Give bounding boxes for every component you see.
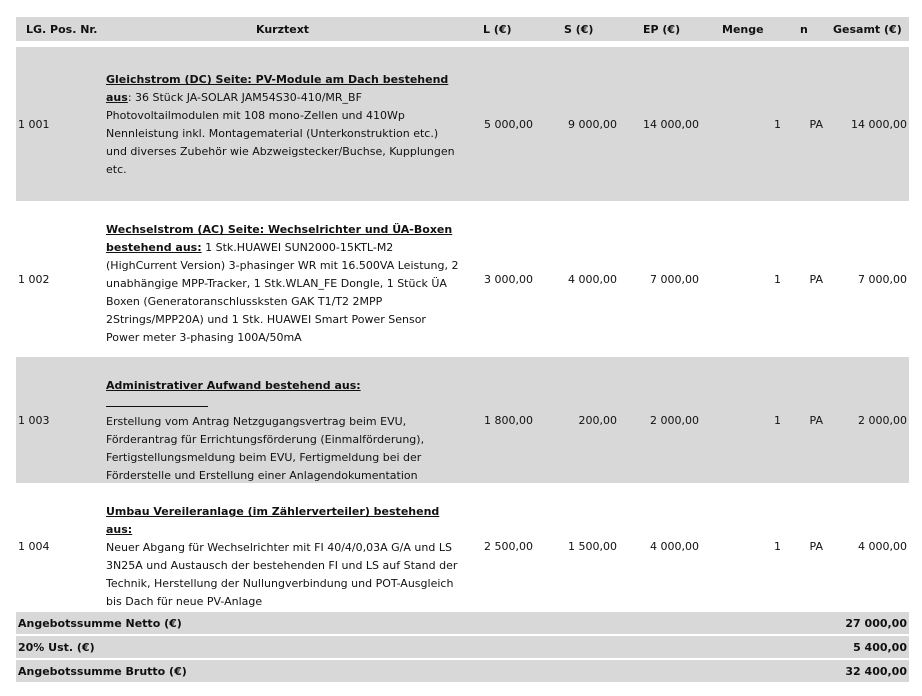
row-title: Umbau Vereileranlage (im Zählerverteiler) bestehend aus: xyxy=(106,505,440,536)
row-s: 1 500,00 xyxy=(568,540,617,553)
netto-value: 27 000,00 xyxy=(845,617,907,630)
col-ep-header: EP (€) xyxy=(643,23,681,36)
row-description xyxy=(106,503,461,611)
row-gesamt: 4 000,00 xyxy=(858,540,907,553)
col-text-header: Kurztext xyxy=(256,23,310,36)
table-row xyxy=(16,483,909,611)
row-body: : 36 Stück JA-SOLAR JAM54S30-410/MR_BF Photovoltailmodulen mit 108 mono-Zellen und 410Wp Nennleistung inkl. Montagematerial (Unterkonstruktion etc.) und diverses Zubehör wie Abzweigstecker/Buchse, Kupplungen etc. xyxy=(106,91,455,176)
netto-total-row xyxy=(16,612,909,634)
table-header xyxy=(16,17,909,41)
row-body: 1 Stk.HUAWEI SUN2000-15KTL-M2 (HighCurrent Version) 3-phasinger WR mit 16.500VA Leistung, 2 unabhängige MPP-Tracker, 1 Stk.WLAN_FE Dongle, 1 Stück ÜA Boxen (Generatoranschlussksten GAK T1/T2 2MPP 2Strings/MPP20A) und 1 Stk. HUAWEI Smart Power Sensor Power meter 3-phasing 100A/50mA xyxy=(106,241,459,344)
ust-value: 5 400,00 xyxy=(853,641,907,654)
row-n: PA xyxy=(809,118,823,131)
col-menge-header: Menge xyxy=(722,23,764,36)
row-menge: 1 xyxy=(774,414,781,427)
ust-row xyxy=(16,636,909,658)
row-menge: 1 xyxy=(774,540,781,553)
brutto-label: Angebotssumme Brutto (€) xyxy=(18,665,187,678)
brutto-total-row xyxy=(16,660,909,682)
row-menge: 1 xyxy=(774,118,781,131)
row-pos: 1 002 xyxy=(18,273,50,286)
row-gesamt: 7 000,00 xyxy=(858,273,907,286)
row-s: 9 000,00 xyxy=(568,118,617,131)
row-n: PA xyxy=(809,414,823,427)
row-title: Gleichstrom (DC) Seite: PV-Module am Dach bestehend aus xyxy=(106,73,449,104)
row-ep: 14 000,00 xyxy=(643,118,699,131)
row-s: 200,00 xyxy=(578,414,617,427)
row-gesamt: 2 000,00 xyxy=(858,414,907,427)
row-pos: 1 001 xyxy=(18,118,50,131)
col-gesamt-header: Gesamt (€) xyxy=(833,23,902,36)
netto-label: Angebotssumme Netto (€) xyxy=(18,617,182,630)
row-ep: 7 000,00 xyxy=(650,273,699,286)
row-menge: 1 xyxy=(774,273,781,286)
row-description xyxy=(106,71,461,179)
row-pos: 1 003 xyxy=(18,414,50,427)
brutto-value: 32 400,00 xyxy=(845,665,907,678)
row-l: 3 000,00 xyxy=(484,273,533,286)
row-body: Neuer Abgang für Wechselrichter mit FI 40/4/0,03A G/A und LS 3N25A und Austausch der bestehenden FI und LS auf Stand der Technik, Herstellung der Nullungverbindung und POT-Ausgleich bis Dach für neue PV-Anlage xyxy=(106,541,458,608)
table-row xyxy=(16,357,909,483)
row-l: 1 800,00 xyxy=(484,414,533,427)
row-n: PA xyxy=(809,273,823,286)
col-n-header: n xyxy=(800,23,808,36)
row-n: PA xyxy=(809,540,823,553)
row-l: 2 500,00 xyxy=(484,540,533,553)
ust-label: 20% Ust. (€) xyxy=(18,641,95,654)
offer-table xyxy=(16,17,909,682)
row-l: 5 000,00 xyxy=(484,118,533,131)
row-pos: 1 004 xyxy=(18,540,50,553)
col-pos-header: LG. Pos. Nr. xyxy=(26,23,98,36)
row-title: Wechselstrom (AC) Seite: Wechselrichter und ÜA-Boxen bestehend aus: xyxy=(106,223,453,254)
row-description xyxy=(106,377,461,485)
row-description xyxy=(106,221,461,347)
row-gesamt: 14 000,00 xyxy=(851,118,907,131)
table-row xyxy=(16,47,909,201)
row-ep: 4 000,00 xyxy=(650,540,699,553)
col-s-header: S (€) xyxy=(564,23,594,36)
row-title: Administrativer Aufwand bestehend aus: xyxy=(106,379,361,392)
row-ep: 2 000,00 xyxy=(650,414,699,427)
col-l-header: L (€) xyxy=(483,23,512,36)
table-row xyxy=(16,201,909,357)
row-body: Erstellung vom Antrag Netzgugangsvertrag beim EVU, Förderantrag für Errichtungsförderung (Einmalförderung), Fertigstellungsmeldung beim EVU, Fertigmeldung bei der Förderstelle und Erstellung einer Anlagendokumentation xyxy=(106,415,425,482)
row-s: 4 000,00 xyxy=(568,273,617,286)
